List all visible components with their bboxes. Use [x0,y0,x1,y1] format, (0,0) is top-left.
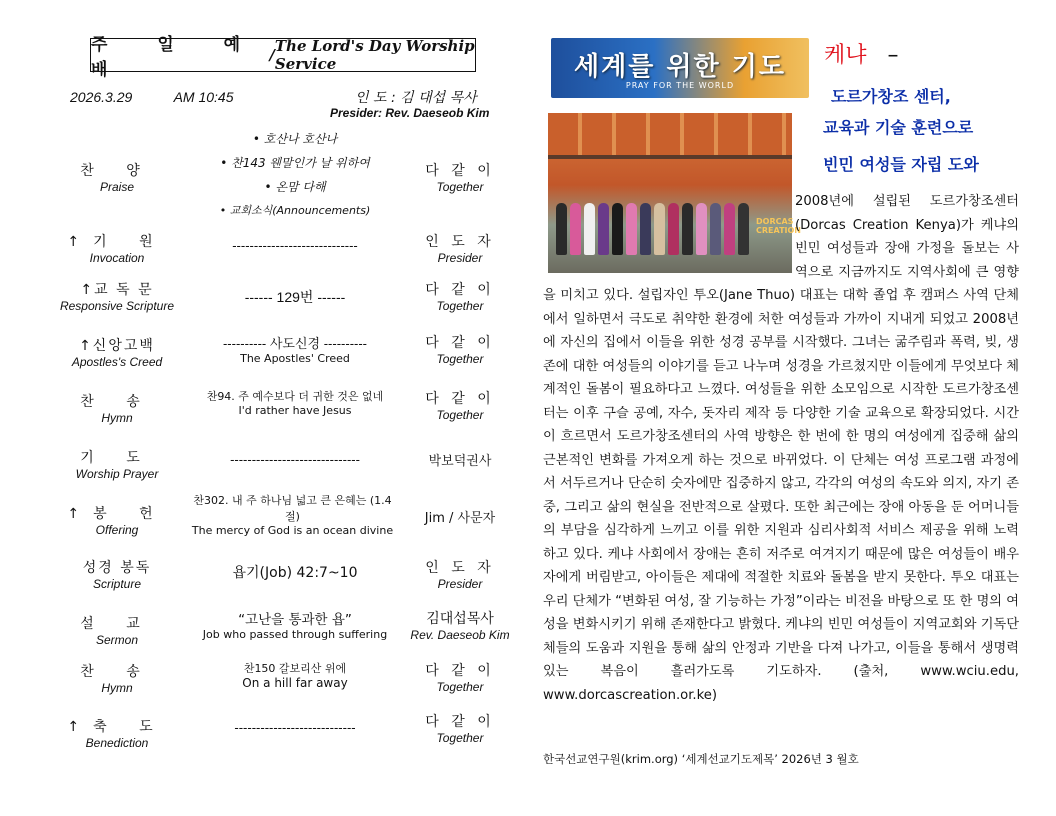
order-who-hymn-2: 다 같 이 Together [425,663,495,694]
leader-label: 인 도 : 김 대섭 목사 [355,90,477,106]
banner-title: 세계를 위한 기도 [574,52,786,82]
order-who-benediction: 다 같 이 Together [425,714,495,745]
article-source: 한국선교연구원(krim.org) ‘세계선교기도제목’ 2026년 3 월호 [543,752,859,766]
order-who-praise: 다 같 이 Together [425,163,495,194]
order-who-prayer: 박보덕권사 [428,454,492,469]
order-item-offering: ↑봉 헌 Offering [67,506,167,537]
order-who-responsive: 다 같 이 Together [425,282,495,313]
prayer-banner [551,38,809,98]
order-item-hymn-2: 찬 송 Hymn [80,664,154,695]
order-content-responsive: ------ 129번 ------ [244,289,346,305]
praise-song-list [200,130,390,218]
order-who-creed: 다 같 이 Together [425,335,495,366]
order-content-offering: 찬302. 내 주 하나님 넓고 큰 은혜는 (1.4절) The mercy of God is an ocean divine [191,494,394,537]
order-item-benediction: ↑축 도 Benediction [67,719,167,750]
order-who-hymn-1: 다 같 이 Together [425,391,495,422]
article-body [543,190,1019,707]
order-item-invocation: ↑기 원 Invocation [67,234,167,265]
praise-song: • 교회소식(Announcements) [219,204,371,217]
praise-song: • 호산나 호산나 [252,132,338,146]
text-wrap-spacer [543,190,801,278]
order-content-benediction: ---------------------------- [234,720,356,735]
order-content-scripture: 욥기(Job) 42:7~10 [232,565,358,581]
banner-subtitle: PRAY FOR THE WORLD [625,81,735,90]
praise-song: • 온맘 다해 [264,180,326,194]
order-item-responsive: ↑교 독 문 Responsive Scripture [59,282,175,313]
order-content-sermon: “고난을 통과한 욥” Job who passed through suffering [202,612,388,641]
order-item-hymn-1: 찬 송 Hymn [80,394,154,425]
dorcas-logo: DORCAS CREATION [756,217,801,235]
article-headline-2: 교육과 기술 훈련으로 [823,118,974,137]
service-time: AM 10:45 [173,89,234,105]
order-content-hymn-1: 찬94. 주 예수보다 더 귀한 것은 없네 I'd rather have Jesus [206,390,384,417]
title-slash: / [269,46,275,64]
order-who-sermon: 김대섭목사 Rev. Daeseob Kim [410,611,510,642]
order-item-prayer: 기 도 Worship Prayer [75,450,159,481]
order-content-prayer: ------------------------------ [230,452,360,467]
order-item-sermon: 설 교 Sermon [80,616,154,647]
order-who-scripture: 인 도 자 Presider [425,560,495,591]
order-who-offering: Jim / 사문자 [424,511,496,526]
presider-english: Presider: Rev. Daeseob Kim [330,106,490,120]
article-paragraph: 2008년에 설립된 도르가창조센터(Dorcas Creation Kenya)가 케냐의 빈민 여성들과 장애 가정을 돌보는 사역으로 지금까지도 지역사회에 큰 영향을 미치고 있다. 설립자인 투오(Jane Thuo) 대표는 대학 졸업 후 캠퍼스 사역 단체에서 일하면서 극도로 취약한 환경에 처한 여성들과 가까이 지내게 되었고 2008년에 자신의 집에서 이들을 위한 성경 공부를 시작했다. 그녀는 굶주림과 폭력, 빚, 생존에 대한 여성들의 이야기를 듣고 나누며 성경을 가르쳤지만 이들에게 무엇보다 체계적인 돌봄이 필요하다고 느꼈다. 여성들을 위한 소모임으로 시작한 도르가창조센터는 이후 구슬 공예, 자수, 돗자리 제작 등 다양한 기술 교육으로 확장되었다. 시간이 흐르면서 도르가창조센터의 사역 방향은 한 번에 한 명의 여성에게 집중해 삶의 근본적인 변화를 가져오게 하는 것으로 바뀌었다. 이 단체는 여성 프로그램 과정에서 서두르거나 단순히 숫자에만 집중하지 않고, 각각의 여성의 속도와 의지, 자기 존중, 그리고 삶의 현실을 전반적으로 살폈다. 또한 최근에는 장애 아동을 둔 어머니들의 부담을 심각하게 느끼고 이를 위한 지원과 심리사회적 서비스 제공을 위해 노력하고 있다. 케냐 사회에서 장애는 흔히 저주로 여겨지기 때문에 많은 여성들이 배우자에게 버림받고, 아이들은 제대에 적절한 치료와 돌봄을 받지 못한다. 투오 대표는 우리 단체가 “변화된 여성, 잘 기능하는 가정”이라는 비전을 바탕으로 또 한 명의 여성을 변화시키기 위해 존재한다고 밝혔다. 케냐의 빈민 여성들이 지역교회와 기독단체들의 도움과 지원을 통해 삶의 안정과 기반을 다져 나가고, 이들을 통해서 생명력 있는 복음이 흘러가도록 기도하자. (출처, www.wciu.edu, www.dorcascreation.or.ke) [543,194,1019,703]
service-date: 2026.3.29 [70,89,133,105]
article-headline-3: 빈민 여성들 자립 도와 [823,155,979,174]
order-item-creed: ↑신앙고백 Apostles's Creed [71,338,163,369]
article-headline-1: 도르가창조 센터, [831,87,951,106]
order-content-hymn-2: 찬150 갈보리산 위에 On a hill far away [242,662,348,690]
service-datetime [70,89,234,105]
title-english: The Lord's Day Worship Service [274,37,475,73]
title-korean: 주 일 예 배 [91,35,263,80]
praise-song: • 찬143 웬말인가 날 위하여 [220,156,370,170]
order-item-scripture: 성경 봉독 Scripture [82,560,152,591]
order-content-creed: ---------- 사도신경 ---------- The Apostles' Creed [222,336,368,365]
order-content-invocation: ----------------------------- [232,238,358,253]
order-item-praise: 찬 양 Praise [80,163,154,194]
order-who-invocation: 인 도 자 Presider [425,234,495,265]
bulletin-title [90,35,476,80]
article-country: 케냐 – [824,43,899,68]
